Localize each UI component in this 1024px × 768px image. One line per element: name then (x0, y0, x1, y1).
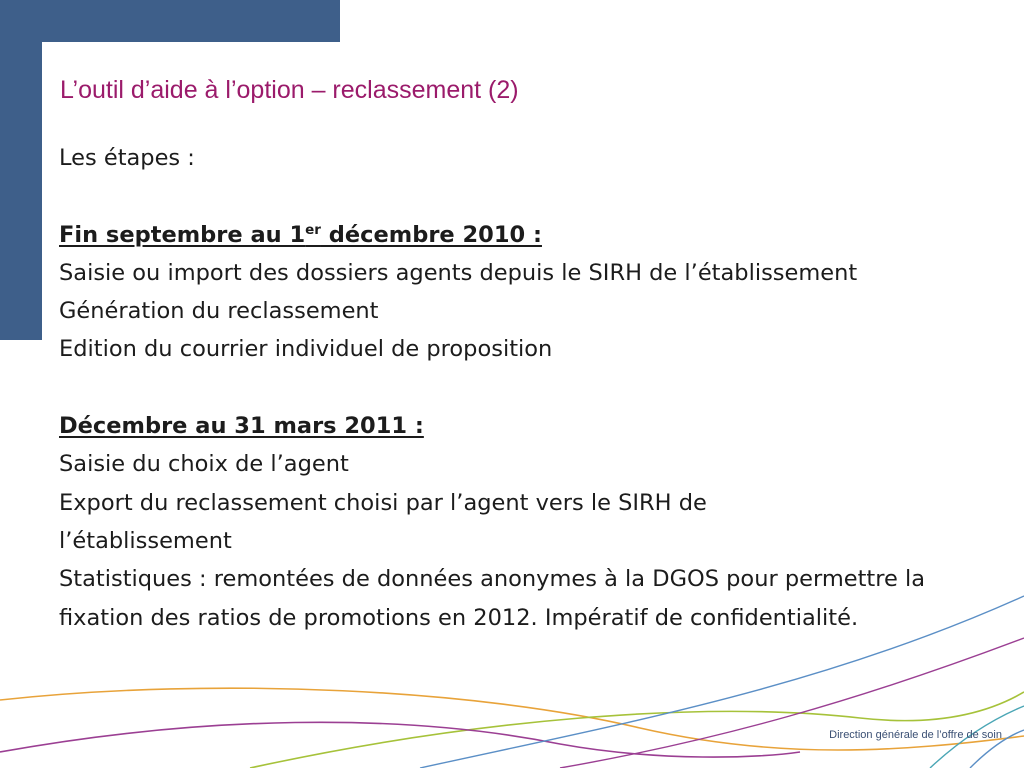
intro-text: Les étapes : (59, 145, 195, 171)
slide-title: L’outil d’aide à l’option – reclassement (2) (60, 76, 519, 104)
section-2-item: Saisie du choix de l’agent (59, 451, 349, 478)
ordinal-suffix: er (305, 221, 321, 238)
footer-text: Direction générale de l’offre de soin (829, 729, 1002, 741)
section-heading-1-start: Fin septembre au 1 (59, 221, 306, 248)
section-1-item: Saisie ou import des dossiers agents depuis le SIRH de l’établissement (59, 259, 858, 286)
section-heading-2: Décembre au 31 mars 2011 : (59, 413, 424, 440)
section-2-item: Statistiques : remontées de données anonymes à la DGOS pour permettre la fixation des ratios de promotions en 2012. Impératif de confidentialité. (59, 566, 926, 631)
section-1-item: Edition du courrier individuel de proposition (59, 336, 553, 363)
section-2-item: Export du reclassement choisi par l’agent vers le SIRH de l’établissement (59, 489, 707, 554)
section-1-item: Génération du reclassement (59, 298, 379, 325)
section-heading-1-end: décembre 2010 : (320, 221, 542, 248)
